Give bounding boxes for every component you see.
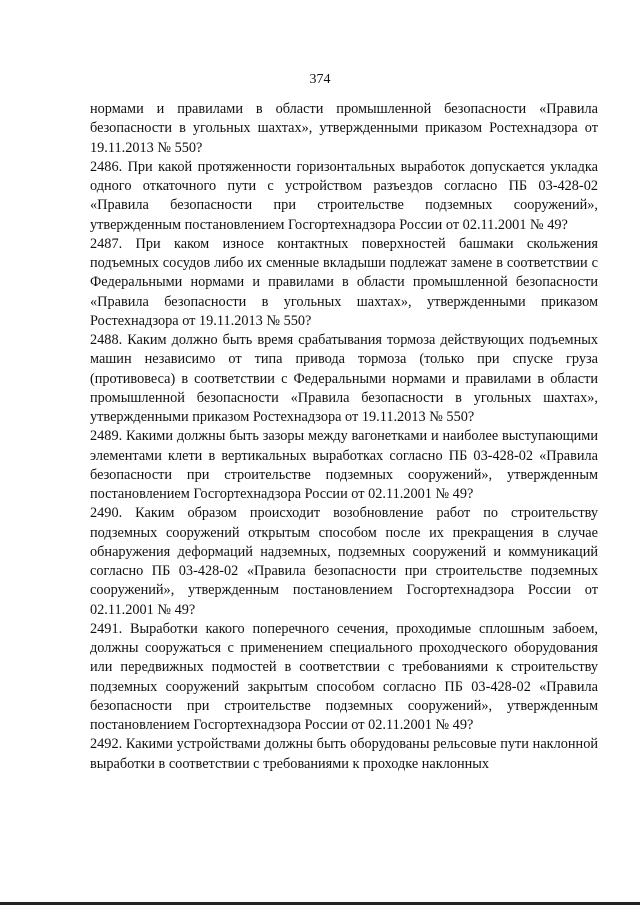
question-2490: 2490. Каким образом происходит возобновление работ по строительству подземных сооружений открытым способом после их прекращения в случае обнаружения деформаций надземных, подземных сооружений и коммуникаций согласно ПБ 03-428-02 «Правила безопасности при строительстве подземных сооружений», утвержденным постановлением Госгортехнадзора России от 02.11.2001 № 49? — [90, 505, 598, 618]
question-2489: 2489. Какими должны быть зазоры между вагонетками и наиболее выступающими элементами клети в вертикальных выработках согласно ПБ 03-428-02 «Правила безопасности при строительстве подземных сооружений», утвержденным постановлением Госгортехнадзора России от 02.11.2001 № 49? — [90, 428, 598, 502]
question-2488: 2488. Каким должно быть время срабатывания тормоза действующих подъемных машин независимо от типа привода тормоза (только при спуске груза (противовеса) в соответствии с Федеральными нормами и правилами в области промышленной безопасности «Правила безопасности в угольных шахтах», утвержденными приказом Ростехнадзора от 19.11.2013 № 550? — [90, 332, 598, 425]
question-2486: 2486. При какой протяженности горизонтальных выработок допускается укладка одного откаточного пути с устройством разъездов согласно ПБ 03-428-02 «Правила безопасности при строительстве подземных сооружений», утвержденным постановлением Госгортехнадзора России от 02.11.2001 № 49? — [90, 158, 598, 233]
paragraph-continuation: нормами и правилами в области промышленной безопасности «Правила безопасности в угольных шахтах», утвержденными приказом Ростехнадзора от 19.11.2013 № 550? — [90, 101, 598, 156]
question-2491: 2491. Выработки какого поперечного сечения, проходимые сплошным забоем, должны сооружаться с применением специального проходческого оборудования или передвижных подмостей в соответствии с требованиями к строительству подземных сооружений закрытым способом согласно ПБ 03-428-02 «Правила безопасности при строительстве подземных сооружений», утвержденным постановлением Госгортехнадзора России от 02.11.2001 № 49? — [90, 620, 598, 733]
question-2487: 2487. При каком износе контактных поверхностей башмаки скольжения подъемных сосудов либо их сменные вкладыши подлежат замене в соответствии с Федеральными нормами и правилами в области промышленной безопасности «Правила безопасности в угольных шахтах», утвержденными приказом Ростехнадзора от 19.11.2013 № 550? — [90, 235, 598, 329]
page-number: 374 — [309, 72, 331, 87]
document-body — [90, 100, 598, 774]
question-2492: 2492. Какими устройствами должны быть оборудованы рельсовые пути наклонной выработки в соответствии с требованиями к проходке наклонных — [90, 736, 598, 772]
